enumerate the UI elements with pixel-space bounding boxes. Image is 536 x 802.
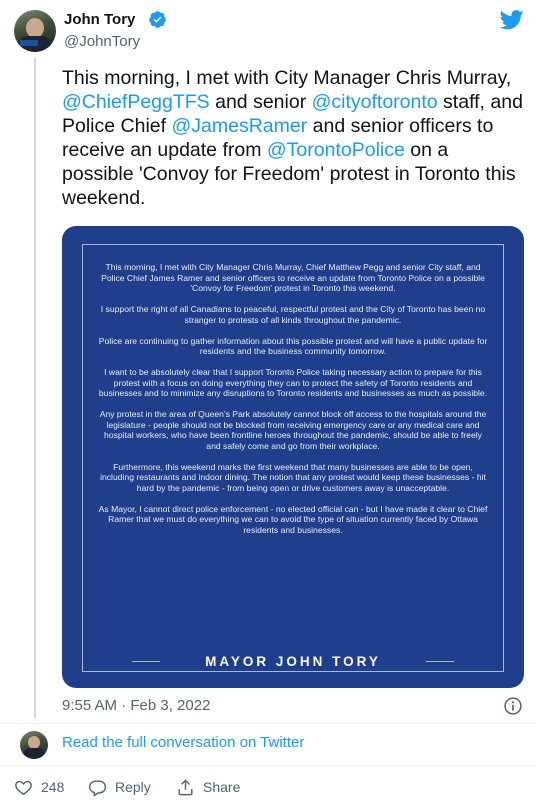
statement-paragraph: Furthermore, this weekend marks the first weekend that many businesses are able to be open, including restaurants and indoor dining. The notion that any protest would keep these businesses - hit hard by the pandemic - from being open or drive customers away is unacceptable. [100, 461, 486, 493]
statement-paragraph: This morning, I met with City Manager Chris Murray, Chief Matthew Pegg and senior City staff, and Police Chief James Ramer and senior officers to receive an update from Toronto Police on a possible 'Convoy for Freedom' protest in Toronto this weekend. [101, 262, 485, 293]
tweet-timestamp[interactable]: 9:55 AM · Feb 3, 2022 [62, 697, 211, 714]
like-button[interactable] [14, 777, 64, 797]
share-icon [176, 778, 195, 797]
statement-paragraph: As Mayor, I cannot direct police enforcement - no elected official can - but I have made it clear to Chief Ramer that we must do everything we can to avoid the type of situation currently faced by Ottawa residents and businesses. [98, 503, 488, 535]
signature-rule-right [426, 661, 454, 662]
thread-connector-line [34, 58, 36, 718]
avatar-suit [23, 748, 45, 759]
share-label: Share [203, 779, 241, 795]
mention-link[interactable]: @TorontoPolice [266, 139, 405, 161]
statement-paragraph: Police are continuing to gather information about this possible protest and will have a public update for residents and the business community tomorrow. [98, 335, 488, 356]
reply-button[interactable] [88, 777, 151, 797]
tweet-text-segment: and senior [209, 91, 312, 113]
like-count: 248 [41, 779, 65, 795]
mention-link[interactable]: @ChiefPeggTFS [62, 91, 210, 113]
tweet-text-segment: staff, and Police Chief [62, 91, 523, 137]
statement-text [96, 262, 490, 546]
statement-signature: MAYOR JOHN TORY [205, 654, 381, 669]
tweet-body [62, 66, 524, 210]
statement-paragraph: I support the right of all Canadians to peaceful, respectful protest and the City of Toronto has been no stranger to protests of all kinds throughout the pandemic. [100, 304, 486, 325]
tweet-header [0, 0, 536, 60]
avatar-face [26, 18, 44, 38]
reply-bubble-icon [88, 778, 107, 797]
info-icon[interactable] [503, 696, 523, 716]
statement-image[interactable] [62, 226, 524, 688]
share-button[interactable] [176, 777, 240, 797]
tweet-text-segment: This morning, I met with City Manager Chris Murray, [62, 67, 512, 89]
read-full-conversation-link[interactable]: Read the full conversation on Twitter [62, 734, 305, 751]
reply-label: Reply [115, 779, 151, 795]
author-handle[interactable]: @JohnTory [64, 33, 141, 50]
verified-badge-icon [148, 10, 167, 29]
mention-link[interactable]: @JamesRamer [171, 115, 308, 137]
statement-paragraph: I want to be absolutely clear that I support Toronto Police taking necessary action to prepare for this protest with a focus on doing everything they can to protect the safety of Toronto residents and businesses and to minimize any disruptions to Toronto residents and businesses as much as possible. [98, 367, 488, 398]
statement-paragraph: Any protest in the area of Queen's Park absolutely cannot block off access to the hospitals around the legislature - people should not be blocked from receiving emergency care or any medical care and hospital workers, who have been frontline heroes throughout the pandemic, should be able to freely and safely come and go from their workplace. [99, 409, 487, 451]
tweet-text-segment: on a possible 'Convoy for Freedom' protest in Toronto this weekend. [62, 139, 516, 209]
twitter-bird-icon[interactable] [500, 10, 524, 30]
divider [0, 723, 536, 724]
avatar-tag [20, 40, 38, 46]
mention-link[interactable]: @cityoftoronto [311, 91, 438, 113]
divider [0, 765, 536, 766]
tweet-text-segment: and senior officers to receive an update from [62, 115, 494, 161]
author-avatar[interactable] [14, 10, 56, 52]
author-name[interactable]: John Tory [64, 11, 136, 28]
thread-avatar [20, 731, 48, 759]
heart-icon [14, 778, 33, 797]
